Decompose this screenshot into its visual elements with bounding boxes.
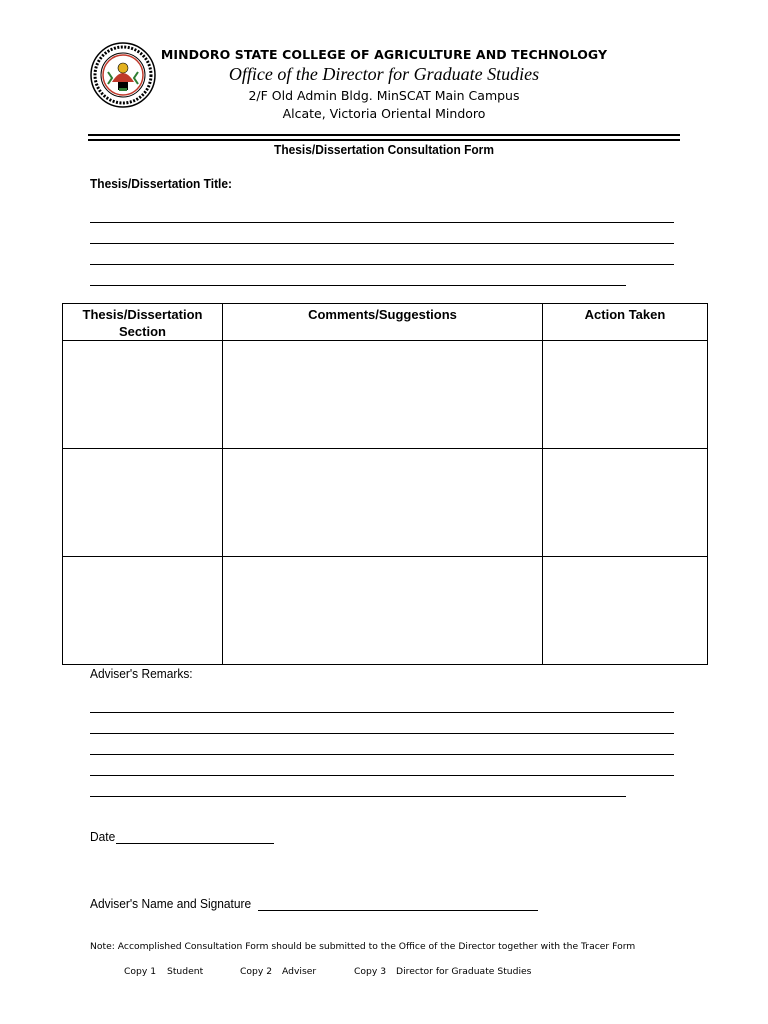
submission-note: Note: Accomplished Consultation Form should be submitted to the Office of the Director together with the Tracer Form bbox=[90, 941, 636, 952]
thesis-title-line-2[interactable] bbox=[90, 243, 674, 244]
advisers-remarks-label: Adviser's Remarks: bbox=[90, 666, 193, 681]
section-cell[interactable] bbox=[63, 449, 223, 557]
date-label: Date bbox=[90, 829, 116, 844]
copy-1-recipient: Student bbox=[167, 966, 204, 977]
address-line-2: Alcate, Victoria Oriental Mindoro bbox=[282, 106, 486, 121]
form-title: Thesis/Dissertation Consultation Form bbox=[274, 142, 494, 157]
comments-cell[interactable] bbox=[223, 449, 543, 557]
date-field-line[interactable] bbox=[116, 843, 274, 844]
adviser-signature-label: Adviser's Name and Signature bbox=[90, 896, 252, 911]
comments-cell[interactable] bbox=[223, 557, 543, 665]
section-cell[interactable] bbox=[63, 557, 223, 665]
copy-3-recipient: Director for Graduate Studies bbox=[396, 966, 532, 977]
copy-3-number: Copy 3 bbox=[354, 966, 387, 977]
column-header-section: Thesis/Dissertation Section bbox=[63, 304, 223, 341]
remarks-line-3[interactable] bbox=[90, 754, 674, 755]
table-header-row bbox=[63, 304, 708, 341]
copy-1-number: Copy 1 bbox=[124, 966, 157, 977]
action-cell[interactable] bbox=[543, 449, 708, 557]
column-header-comments: Comments/Suggestions bbox=[223, 304, 543, 341]
header-rule-top bbox=[88, 134, 680, 136]
remarks-line-5[interactable] bbox=[90, 796, 626, 797]
section-cell[interactable] bbox=[63, 341, 223, 449]
copy-2-number: Copy 2 bbox=[240, 966, 273, 977]
address-line-1: 2/F Old Admin Bldg. MinSCAT Main Campus bbox=[248, 88, 520, 103]
header-rule-bottom bbox=[88, 139, 680, 141]
institution-name: MINDORO STATE COLLEGE OF AGRICULTURE AND TECHNOLOGY bbox=[160, 47, 608, 62]
signature-field-line[interactable] bbox=[258, 910, 538, 911]
thesis-title-line-3[interactable] bbox=[90, 264, 674, 265]
copy-2-recipient: Adviser bbox=[282, 966, 317, 977]
remarks-line-1[interactable] bbox=[90, 712, 674, 713]
table-row bbox=[63, 557, 708, 665]
column-header-action: Action Taken bbox=[543, 304, 708, 341]
table-row bbox=[63, 341, 708, 449]
table-row bbox=[63, 449, 708, 557]
consultation-table bbox=[62, 303, 708, 665]
remarks-line-2[interactable] bbox=[90, 733, 674, 734]
office-name: Office of the Director for Graduate Studies bbox=[228, 64, 540, 84]
action-cell[interactable] bbox=[543, 557, 708, 665]
thesis-title-line-4[interactable] bbox=[90, 285, 626, 286]
thesis-title-line-1[interactable] bbox=[90, 222, 674, 223]
action-cell[interactable] bbox=[543, 341, 708, 449]
remarks-line-4[interactable] bbox=[90, 775, 674, 776]
comments-cell[interactable] bbox=[223, 341, 543, 449]
thesis-title-label: Thesis/Dissertation Title: bbox=[90, 176, 233, 191]
